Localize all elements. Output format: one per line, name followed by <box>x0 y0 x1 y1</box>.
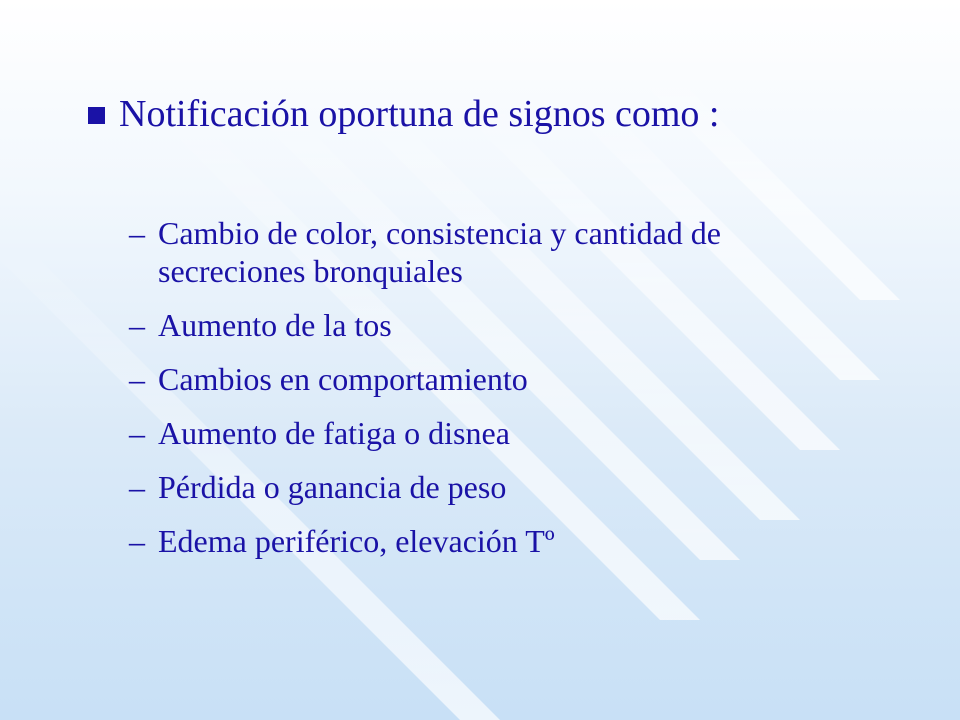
main-bullet-text: Notificación oportuna de signos como : <box>119 93 720 135</box>
sub-bullet-text: Edema periférico, elevación Tº <box>158 523 555 559</box>
sub-bullet-item <box>129 414 829 452</box>
dash-icon: – <box>129 469 145 505</box>
sub-bullet-text: Cambio de color, consistencia y cantidad de secreciones bronquiales <box>158 215 721 289</box>
dash-icon: – <box>129 361 145 397</box>
sub-bullet-text: Pérdida o ganancia de peso <box>158 469 507 505</box>
sub-bullet-text: Aumento de la tos <box>158 307 392 343</box>
sub-bullet-item <box>129 360 829 398</box>
main-bullet <box>88 92 720 136</box>
sub-bullet-text: Aumento de fatiga o disnea <box>158 415 510 451</box>
sub-bullet-list <box>129 214 829 576</box>
dash-icon: – <box>129 415 145 451</box>
sub-bullet-item <box>129 214 829 290</box>
square-bullet-icon <box>88 107 105 124</box>
dash-icon: – <box>129 307 145 343</box>
dash-icon: – <box>129 523 145 559</box>
sub-bullet-item <box>129 522 829 560</box>
dash-icon: – <box>129 215 145 251</box>
sub-bullet-text: Cambios en comportamiento <box>158 361 528 397</box>
sub-bullet-item <box>129 306 829 344</box>
sub-bullet-item <box>129 468 829 506</box>
